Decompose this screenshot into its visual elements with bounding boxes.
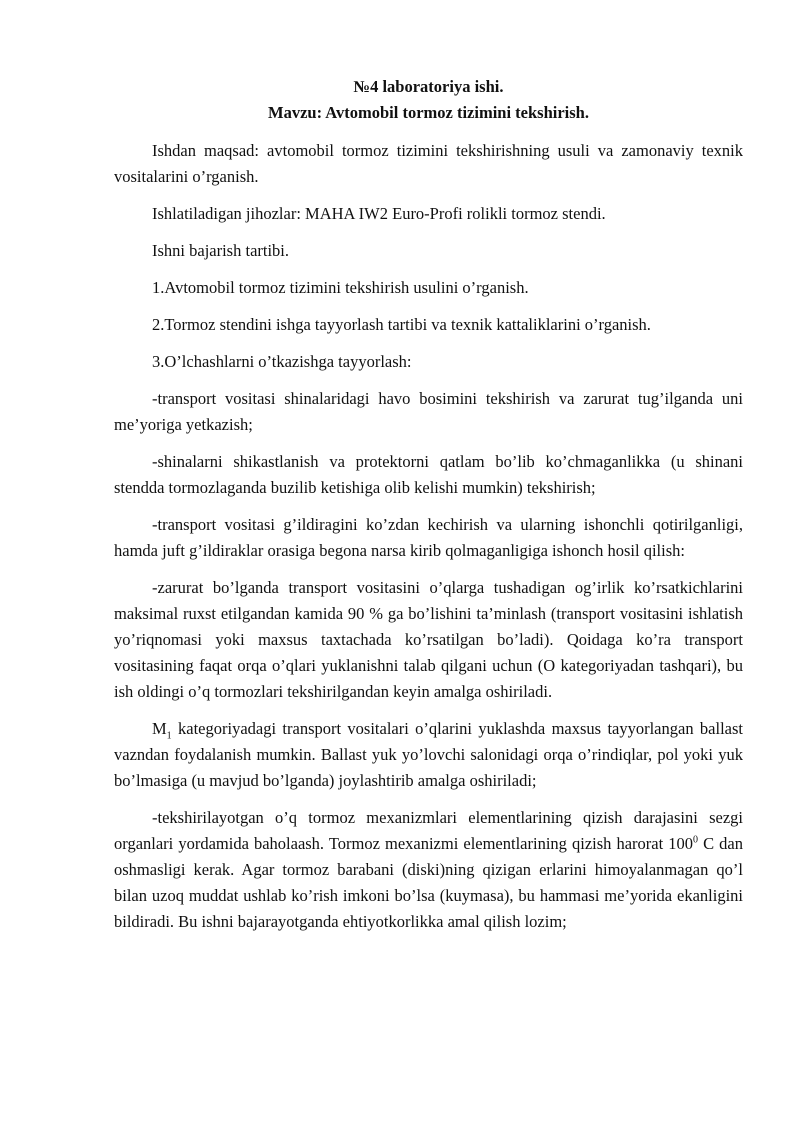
paragraph-heating xyxy=(114,805,743,935)
lab-number-title: №4 laboratoriya ishi. xyxy=(353,77,504,96)
paragraph-tire-pressure: -transport vositasi shinalaridagi havo bosimini tekshirish va zarurat tug’ilganda uni me’yoriga yetkazish; xyxy=(114,389,743,434)
paragraph-axle-load: -zarurat bo’lganda transport vositasini o’qlarga tushadigan og’irlik ko’rsatkichlarini maksimal ruxst etilgandan kamida 90 % ga bo’lishini ta’minlash (transport vositasini ishlatish yo’riqnomasi yoki maxsus taxtachada ko’rsatilgan bo’ladi). Qoidaga ko’ra transport vositasining faqat orqa o’qlari yuklanishni talab qilgani uchun (O kategoriyadan tashqari), bu ish oldingi o’q tormozlari tekshirilgandan keyin amalga oshiriladi. xyxy=(114,578,743,701)
document-heading xyxy=(114,74,743,126)
degree-superscript: 0 xyxy=(693,834,699,846)
paragraph-step-2: 2.Tormoz stendini ishga tayyorlash tartibi va texnik kattaliklarini o’rganish. xyxy=(152,315,651,334)
paragraph-procedure-heading: Ishni bajarish tartibi. xyxy=(152,241,290,260)
paragraph-step-3: 3.O’lchashlarni o’tkazishga tayyorlash: xyxy=(152,352,412,371)
paragraph-goal: Ishdan maqsad: avtomobil tormoz tizimini tekshirishning usuli va zamonaviy texnik vositalarini o’rganish. xyxy=(114,141,743,186)
paragraph-equipment: Ishlatiladigan jihozlar: MAHA IW2 Euro-Profi rolikli tormoz stendi. xyxy=(152,204,606,223)
ballast-text: kategoriyadagi transport vositalari o’qlarini yuklashda maxsus tayyorlangan ballast vazndan foydalanish mumkin. Ballast yuk yo’lovchi salonidagi orqa o’rindiqlar, pol yoki yuk bo’lmasiga (u mavjud bo’lganda) joylashtirib amalga oshiriladi; xyxy=(114,719,743,790)
category-letter: M xyxy=(152,719,167,738)
paragraph-step-1: 1.Avtomobil tormoz tizimini tekshirish usulini o’rganish. xyxy=(152,278,529,297)
topic-title: Mavzu: Avtomobil tormoz tizimini tekshirish. xyxy=(268,103,589,122)
paragraph-ballast xyxy=(114,716,743,794)
paragraph-wheel-inspection: -transport vositasi g’ildiragini ko’zdan kechirish va ularning ishonchli qotirilganligi, hamda juft g’ildiraklar orasiga begona narsa kirib qolmaganligiga ishonch hosil qilish: xyxy=(114,515,743,560)
category-subscript: 1 xyxy=(166,730,172,742)
paragraph-tire-damage: -shinalarni shikastlanish va protektorni qatlam bo’lib ko’chmaganlikka (u shinani stendda tormozlaganda buzilib ketishiga olib kelishi mumkin) tekshirish; xyxy=(114,452,743,497)
heating-text-b: C dan oshmasligi kerak. Agar tormoz barabani (diski)ning qizigan erlarini himoyalanmagan qo’l bilan uzoq muddat ushlab ko’rish imkoni bo’lsa (kuymasa), bu hammasi me’yorida ekanligini bildiradi. Bu ishni bajarayotganda ehtiyotkorlikka amal qilish lozim; xyxy=(114,834,743,931)
heating-text-a: -tekshirilayotgan o’q tormoz mexanizmlari elementlarining qizish darajasini sezgi organlari yordamida baholaash. Tormoz mexanizmi elementlarining qizish harorat 100 xyxy=(114,808,743,853)
